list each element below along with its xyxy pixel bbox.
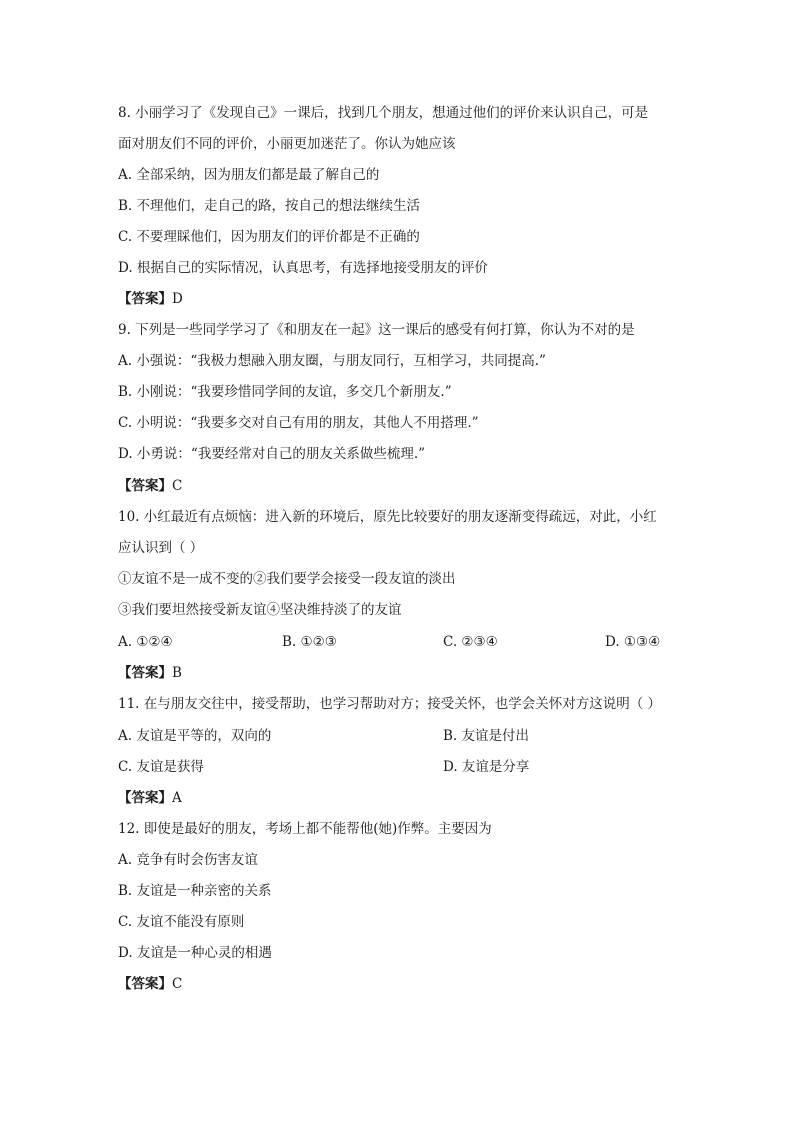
question-12-option-b: B. 友谊是一种亲密的关系 [118, 883, 272, 899]
question-12-answer [118, 975, 182, 993]
question-11-option-d: D. 友谊是分享 [443, 759, 530, 775]
question-10-option-b: B. ①②③ [282, 634, 337, 650]
question-8-stem-line-1: 8. 小丽学习了《发现自己》一课后，找到几个朋友，想通过他们的评价来认识自己，可是 [118, 105, 649, 121]
answer-label: 【答案】 [118, 790, 172, 806]
answer-value: C [172, 976, 183, 992]
answer-value: D [172, 291, 183, 307]
question-8-stem-line-2: 面对朋友们不同的评价，小丽更加迷茫了。你认为她应该 [118, 136, 456, 152]
question-10-option-d: D. ①③④ [605, 634, 661, 650]
question-10-statement-2: ③我们要坦然接受新友谊④坚决维持淡了的友谊 [118, 602, 402, 618]
answer-label: 【答案】 [118, 478, 172, 494]
question-10-stem-line-2: 应认识到（ ） [118, 540, 204, 556]
question-12-option-d: D. 友谊是一种心灵的相遇 [118, 945, 272, 961]
question-12-option-a: A. 竞争有时会伤害友谊 [118, 852, 258, 868]
question-8-option-a: A. 全部采纳，因为朋友们都是最了解自己的 [118, 167, 380, 183]
question-9-option-c: C. 小明说：“我要多交对自己有用的朋友，其他人不用搭理.” [118, 415, 479, 431]
question-8-option-d: D. 根据自己的实际情况，认真思考，有选择地接受朋友的评价 [118, 260, 488, 276]
question-10-statement-1: ①友谊不是一成不变的②我们要学会接受一段友谊的淡出 [118, 571, 456, 587]
question-8-answer [118, 290, 183, 308]
answer-value: A [172, 790, 182, 806]
question-11-option-a: A. 友谊是平等的，双向的 [118, 728, 272, 744]
question-12-stem: 12. 即使是最好的朋友，考场上都不能帮他(她)作弊。主要因为 [118, 821, 492, 837]
question-10-answer [118, 664, 182, 682]
answer-label: 【答案】 [118, 976, 172, 992]
question-10-stem-line-1: 10. 小红最近有点烦恼：进入新的环境后，原先比较要好的朋友逐渐变得疏远，对此，小红 [118, 509, 657, 525]
answer-value: B [172, 665, 182, 681]
question-8-option-b: B. 不理他们，走自己的路，按自己的想法继续生活 [118, 198, 421, 214]
question-8-option-c: C. 不要理睬他们，因为朋友们的评价都是不正确的 [118, 229, 420, 245]
question-10-option-c: C. ②③④ [443, 634, 498, 650]
question-10-option-a: A. ①②④ [118, 634, 173, 650]
answer-label: 【答案】 [118, 291, 172, 307]
question-9-option-d: D. 小勇说：“我要经常对自己的朋友关系做些梳理.” [118, 446, 426, 462]
question-9-option-b: B. 小刚说：“我要珍惜同学间的友谊，多交几个新朋友.” [118, 384, 452, 400]
question-9-answer [118, 477, 182, 495]
question-11-option-b: B. 友谊是付出 [443, 728, 530, 744]
answer-value: C [172, 478, 183, 494]
question-11-option-c: C. 友谊是获得 [118, 759, 204, 775]
question-12-option-c: C. 友谊不能没有原则 [118, 914, 245, 930]
question-11-answer [118, 789, 182, 807]
answer-label: 【答案】 [118, 665, 172, 681]
question-9-option-a: A. 小强说：“我极力想融入朋友圈，与朋友同行，互相学习，共同提高.” [118, 353, 546, 369]
question-11-stem: 11. 在与朋友交往中，接受帮助，也学习帮助对方；接受关怀，也学会关怀对方这说明（ ） [118, 696, 662, 712]
question-9-stem: 9. 下列是一些同学学习了《和朋友在一起》这一课后的感受有何打算，你认为不对的是 [118, 322, 635, 338]
